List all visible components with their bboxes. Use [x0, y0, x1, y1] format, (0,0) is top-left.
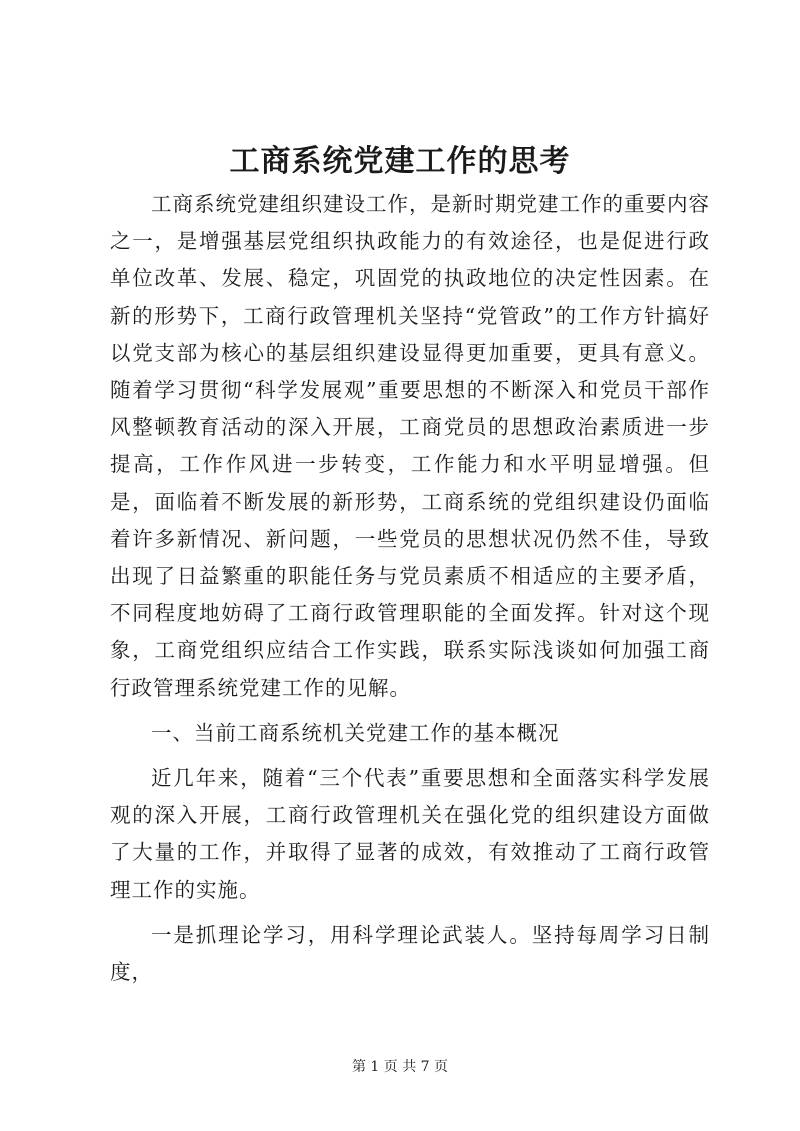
document-body: [110, 186, 710, 999]
paragraph-point-one: 一是抓理论学习，用科学理论武装人。坚持每周学习日制度，: [110, 922, 710, 985]
paragraph-overview: 近几年来，随着“三个代表”重要思想和全面落实科学发展观的深入开展，工商行政管理机关在强化党的组织建设方面做了大量的工作，并取得了显著的成效，有效推动了工商行政管理工作的实施。: [110, 766, 710, 902]
document-title: 工商系统党建工作的思考: [229, 144, 571, 179]
paragraph-intro: 工商系统党建组织建设工作，是新时期党建工作的重要内容之一，是增强基层党组织执政能力的有效途径，也是促进行政单位改革、发展、稳定，巩固党的执政地位的决定性因素。在新的形势下，工商行政管理机关坚持“党管政”的工作方针搞好以党支部为核心的基层组织建设显得更加重要，更具有意义。随着学习贯彻“科学发展观”重要思想的不断深入和党员干部作风整顿教育活动的深入开展，工商党员的思想政治素质进一步提高，工作作风进一步转变，工作能力和水平明显增强。但是，面临着不断发展的新形势，工商系统的党组织建设仍面临着许多新情况、新问题，一些党员的思想状况仍然不佳，导致出现了日益繁重的职能任务与党员素质不相适应的主要矛盾，不同程度地妨碍了工商行政管理职能的全面发挥。针对这个现象，工商党组织应结合工作实践，联系实际浅谈如何加强工商行政管理系统党建工作的见解。: [110, 192, 710, 700]
page-number: 第 1 页 共 7 页: [351, 1059, 449, 1075]
section-heading: 一、当前工商系统机关党建工作的基本概况: [151, 720, 560, 745]
